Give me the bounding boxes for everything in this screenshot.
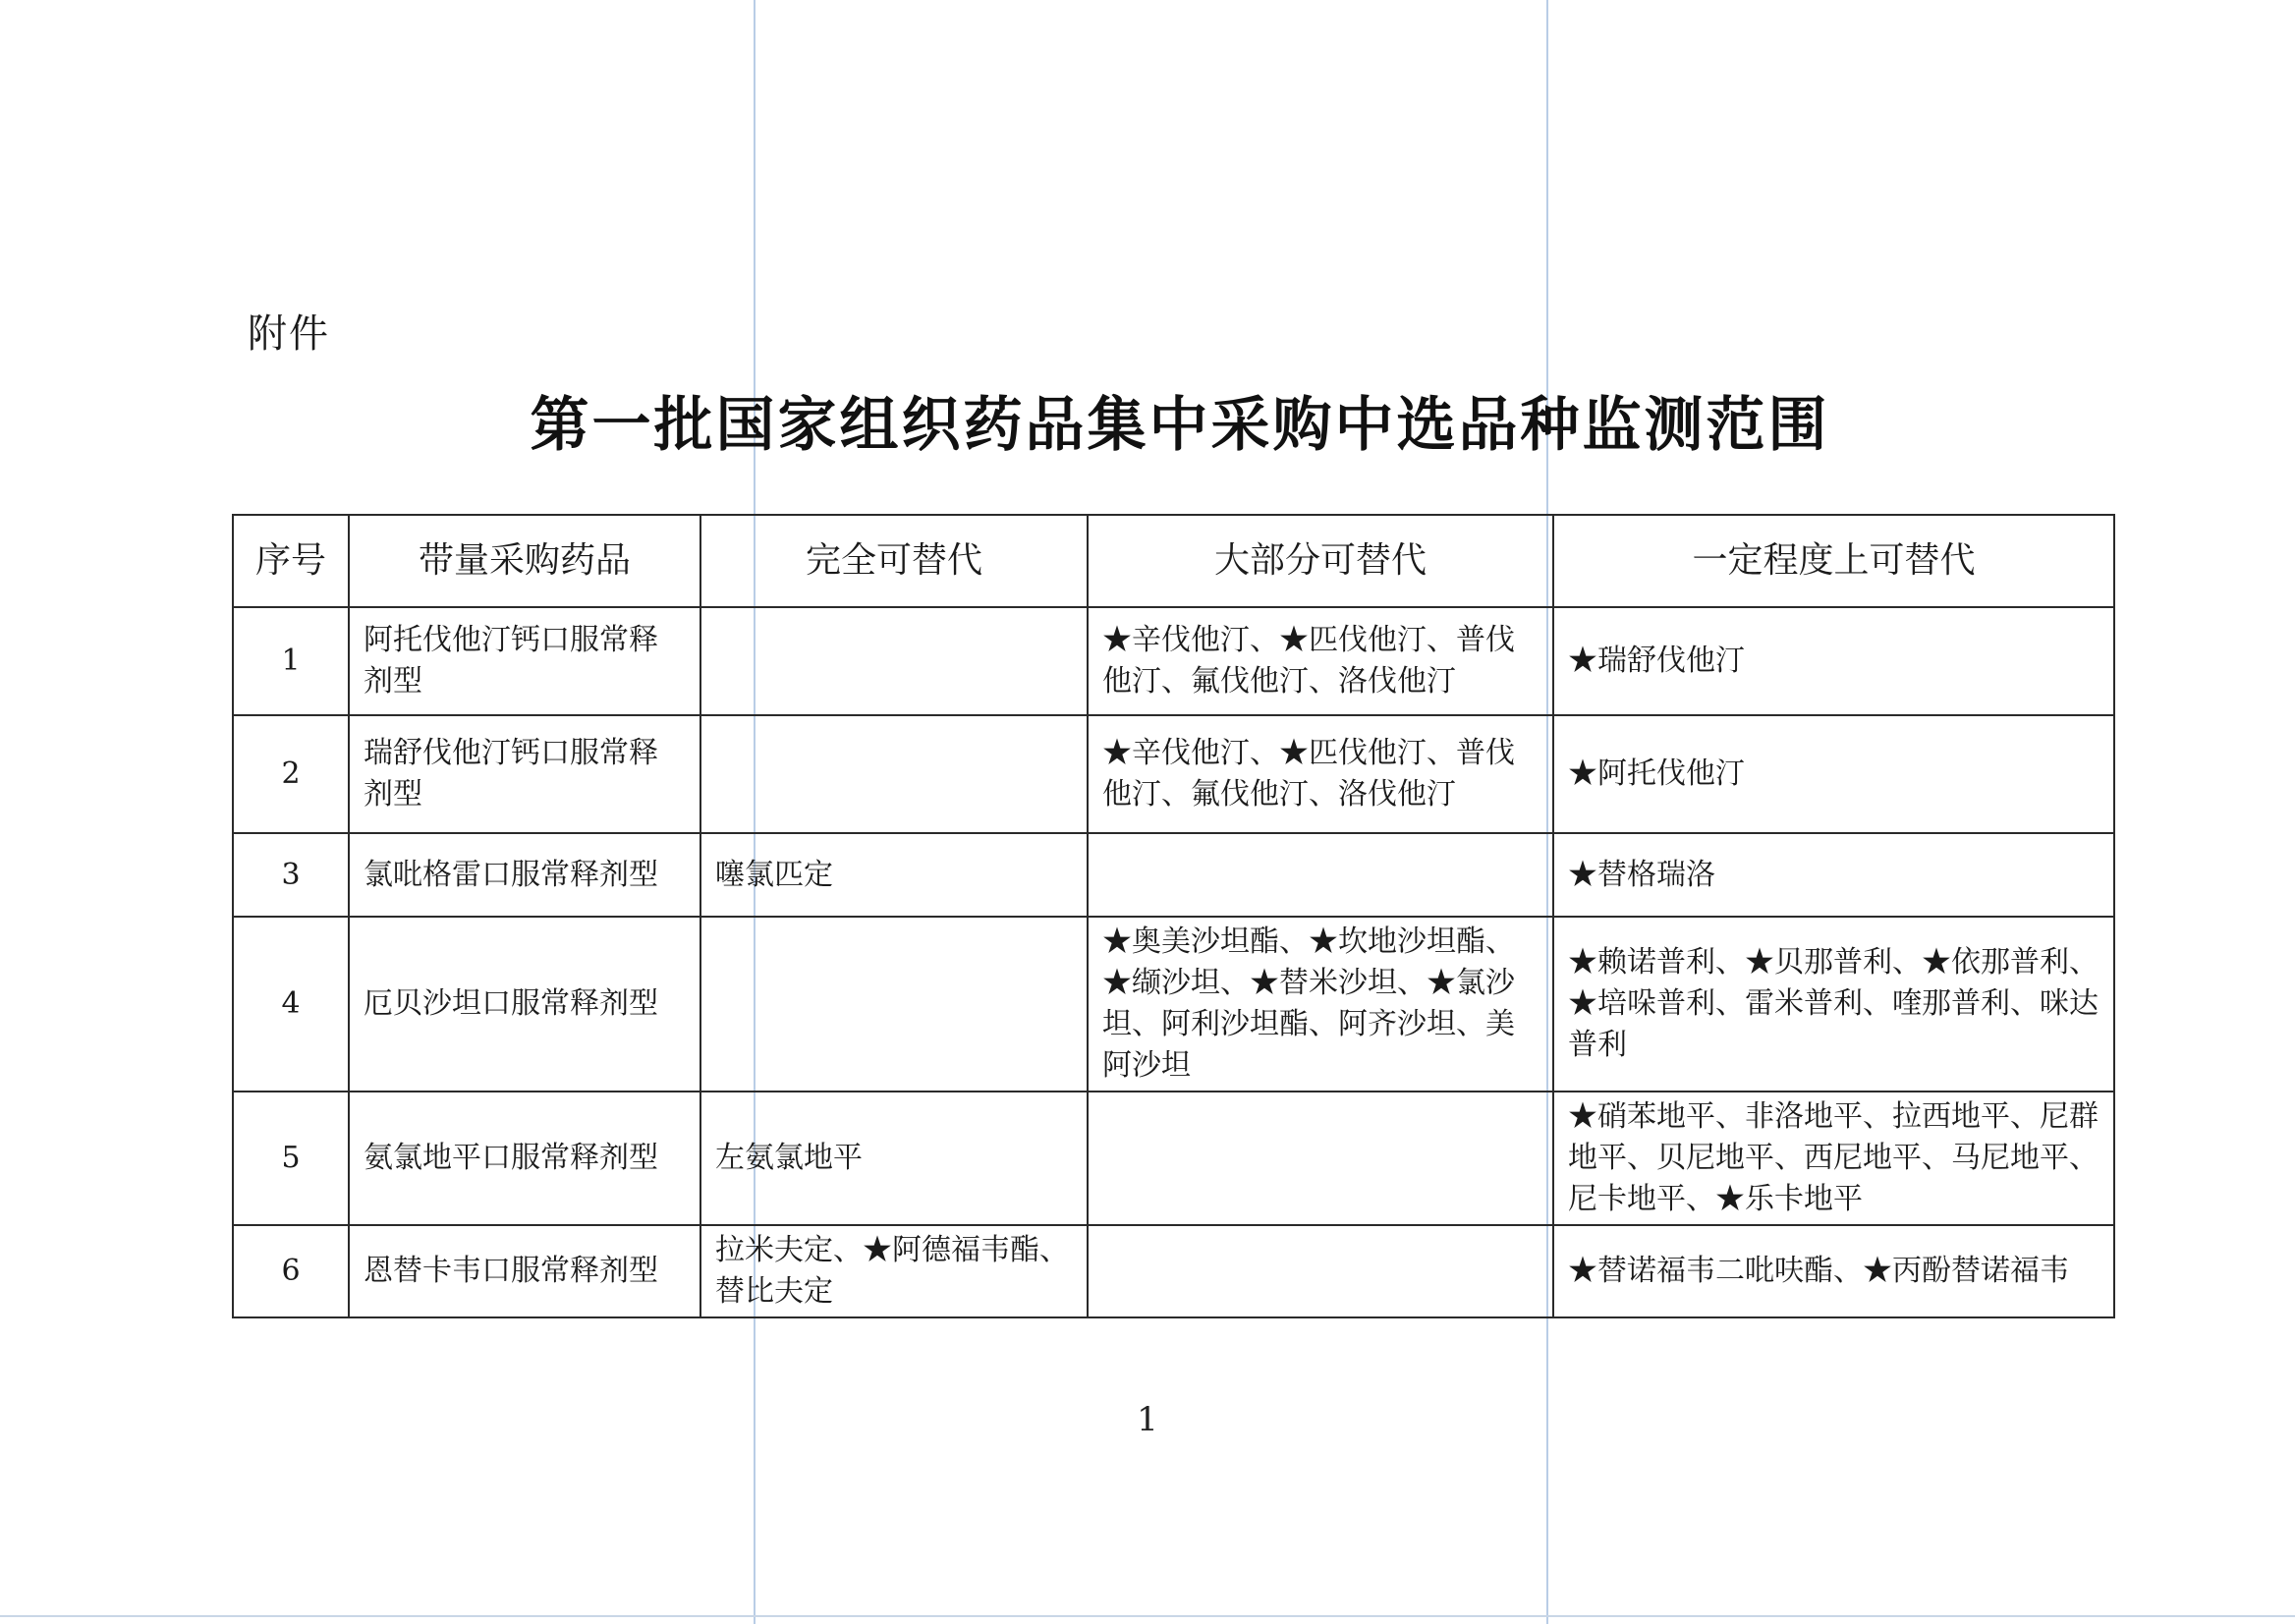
row-full-substitute bbox=[700, 917, 1088, 1092]
row-seq: 6 bbox=[233, 1225, 349, 1317]
row-seq: 2 bbox=[233, 715, 349, 833]
row-mostly-substitute bbox=[1088, 1092, 1553, 1225]
attachment-label: 附件 bbox=[248, 311, 330, 357]
header-full-substitute: 完全可替代 bbox=[700, 515, 1088, 607]
row-partial-substitute: ★瑞舒伐他汀 bbox=[1553, 607, 2114, 715]
page-number: 1 bbox=[1137, 1400, 1158, 1439]
row-mostly-substitute: ★奥美沙坦酯、★坎地沙坦酯、★缬沙坦、★替米沙坦、★氯沙坦、阿利沙坦酯、阿齐沙坦、美阿沙坦 bbox=[1088, 917, 1553, 1092]
scan-guide-line bbox=[0, 1615, 2295, 1617]
row-drug: 瑞舒伐他汀钙口服常释剂型 bbox=[349, 715, 700, 833]
row-mostly-substitute bbox=[1088, 1225, 1553, 1317]
row-partial-substitute: ★替诺福韦二吡呋酯、★丙酚替诺福韦 bbox=[1553, 1225, 2114, 1317]
header-seq: 序号 bbox=[233, 515, 349, 607]
row-partial-substitute: ★赖诺普利、★贝那普利、★依那普利、★培哚普利、雷米普利、喹那普利、咪达普利 bbox=[1553, 917, 2114, 1092]
table-row bbox=[233, 715, 2114, 833]
monitoring-scope-table bbox=[232, 514, 2115, 1318]
row-drug: 恩替卡韦口服常释剂型 bbox=[349, 1225, 700, 1317]
row-mostly-substitute: ★辛伐他汀、★匹伐他汀、普伐他汀、氟伐他汀、洛伐他汀 bbox=[1088, 607, 1553, 715]
table-header-row bbox=[233, 515, 2114, 607]
row-partial-substitute: ★替格瑞洛 bbox=[1553, 833, 2114, 917]
row-full-substitute bbox=[700, 715, 1088, 833]
table-row bbox=[233, 917, 2114, 1092]
table-row bbox=[233, 607, 2114, 715]
header-drug: 带量采购药品 bbox=[349, 515, 700, 607]
row-full-substitute: 左氨氯地平 bbox=[700, 1092, 1088, 1225]
table-row bbox=[233, 1225, 2114, 1317]
row-seq: 1 bbox=[233, 607, 349, 715]
row-drug: 氨氯地平口服常释剂型 bbox=[349, 1092, 700, 1225]
document-title: 第一批国家组织药品集中采购中选品种监测范围 bbox=[530, 391, 1830, 460]
row-drug: 氯吡格雷口服常释剂型 bbox=[349, 833, 700, 917]
row-full-substitute: 拉米夫定、★阿德福韦酯、替比夫定 bbox=[700, 1225, 1088, 1317]
row-drug: 厄贝沙坦口服常释剂型 bbox=[349, 917, 700, 1092]
row-full-substitute bbox=[700, 607, 1088, 715]
row-full-substitute: 噻氯匹定 bbox=[700, 833, 1088, 917]
row-partial-substitute: ★阿托伐他汀 bbox=[1553, 715, 2114, 833]
row-seq: 4 bbox=[233, 917, 349, 1092]
row-mostly-substitute bbox=[1088, 833, 1553, 917]
row-mostly-substitute: ★辛伐他汀、★匹伐他汀、普伐他汀、氟伐他汀、洛伐他汀 bbox=[1088, 715, 1553, 833]
row-drug: 阿托伐他汀钙口服常释剂型 bbox=[349, 607, 700, 715]
header-mostly-substitute: 大部分可替代 bbox=[1088, 515, 1553, 607]
table-row bbox=[233, 833, 2114, 917]
row-seq: 3 bbox=[233, 833, 349, 917]
row-seq: 5 bbox=[233, 1092, 349, 1225]
row-partial-substitute: ★硝苯地平、非洛地平、拉西地平、尼群地平、贝尼地平、西尼地平、马尼地平、尼卡地平、★乐卡地平 bbox=[1553, 1092, 2114, 1225]
header-partial-substitute: 一定程度上可替代 bbox=[1553, 515, 2114, 607]
table-row bbox=[233, 1092, 2114, 1225]
